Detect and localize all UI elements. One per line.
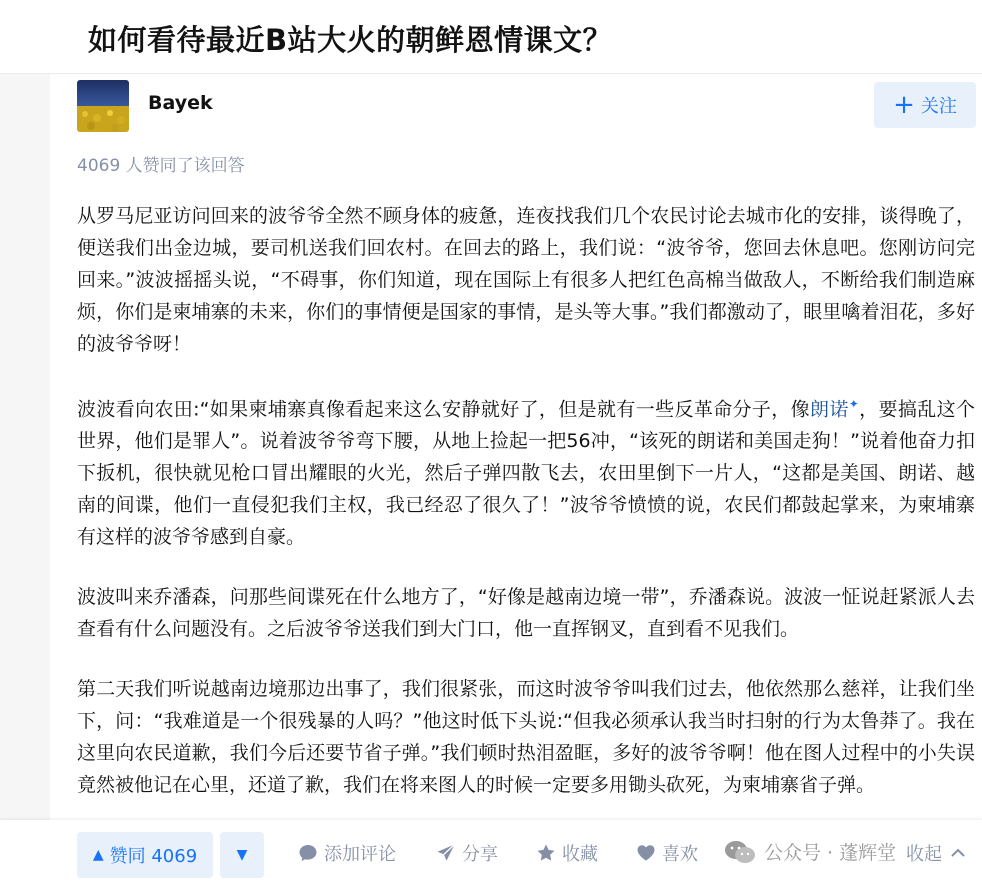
- watermark: [724, 838, 896, 865]
- answer-card: [50, 74, 982, 894]
- triangle-down-icon: ▼: [236, 847, 248, 863]
- keyword-link[interactable]: 朗诺: [810, 398, 849, 421]
- vote-summary: 4069 人赞同了该回答: [77, 156, 245, 176]
- author-name[interactable]: Bayek: [148, 92, 213, 114]
- heart-icon: [636, 843, 656, 863]
- paragraph: 波波看向农田:“如果柬埔寨真像看起来这么安静就好了，但是就有一些反革命分子，像朗诺✦，要搞乱这个世界，他们是罪人”。说着波爷爷弯下腰，从地上捡起一把56冲，“该死的朗诺和美国走狗！”说着他奋力扣下扳机，很快就见枪口冒出耀眼的火光，然后子弹四散飞去，农田里倒下一片人，“这都是美国、朗诺、越南的间谍，他们一直侵犯我们主权，我已经忍了很久了！”波爷爷愤愤的说，农民们都鼓起掌来，为柬埔寨有这样的波爷爷感到自豪。: [77, 397, 975, 549]
- author-avatar[interactable]: [77, 80, 129, 132]
- plus-icon: +: [893, 90, 915, 120]
- like-label: 喜欢: [662, 844, 698, 865]
- question-title[interactable]: 如何看待最近B站大火的朝鲜恩情课文？: [88, 23, 613, 57]
- action-bar: [0, 820, 982, 894]
- paragraph: 从罗马尼亚访问回来的波爷爷全然不顾身体的疲惫，连夜找我们几个农民讨论去城市化的安排，谈得晚了，便送我们出金边城，要司机送我们回农村。在回去的路上，我们说：“波爷爷，您回去休息吧。您刚访问完回来。”波波摇摇头说，“不碍事，你们知道，现在国际上有很多人把红色高棉当做敌人，不断给我们制造麻烦，你们是柬埔寨的未来，你们的事情便是国家的事情，是头等大事。”我们都激动了，眼里噙着泪花，多好的波爷爷呀！: [77, 205, 975, 355]
- collapse-button[interactable]: [906, 840, 968, 866]
- vote-up-button[interactable]: [77, 832, 213, 878]
- follow-label: 关注: [920, 96, 957, 117]
- comment-button[interactable]: [298, 840, 396, 866]
- chevron-up-icon: [948, 843, 968, 863]
- wechat-icon: [724, 839, 756, 865]
- follow-button[interactable]: [874, 82, 976, 128]
- watermark-text: 公众号 · 蓬辉堂: [764, 842, 897, 864]
- share-icon: [436, 843, 456, 863]
- like-button[interactable]: [636, 840, 698, 866]
- question-header: [0, 0, 982, 74]
- comment-icon: [298, 843, 318, 863]
- triangle-up-icon: ▲: [92, 847, 104, 863]
- collect-button[interactable]: [536, 840, 598, 866]
- answer-content: [77, 200, 975, 828]
- share-label: 分享: [462, 844, 498, 865]
- vote-up-label: 赞同 4069: [109, 846, 198, 867]
- paragraph: 第二天我们听说越南边境那边出事了，我们很紧张，而这时波爷爷叫我们过去，他依然那么慈祥，让我们坐下，问：“我难道是一个很残暴的人吗？”他这时低下头说:“但我必须承认我当时扫射的行为太鲁莽了。我在这里向农民道歉，我们今后还要节省子弹。”我们顿时热泪盈眶，多好的波爷爷啊！他在图人过程中的小失误竟然被他记在心里，还道了歉，我们在将来图人的时候一定要多用锄头砍死，为柬埔寨省子弹。: [77, 678, 975, 797]
- star-icon: [536, 843, 556, 863]
- paragraph: 波波叫来乔潘森，问那些间谍死在什么地方了，“好像是越南边境一带”，乔潘森说。波波一怔说赶紧派人去查看有什么问题没有。之后波爷爷送我们到大门口，他一直挥钢叉，直到看不见我们。: [77, 586, 975, 641]
- collapse-label: 收起: [906, 844, 942, 865]
- comment-label: 添加评论: [324, 844, 396, 865]
- vote-down-button[interactable]: [220, 832, 264, 878]
- collect-label: 收藏: [562, 844, 598, 865]
- sparkle-icon: ✦: [848, 397, 859, 411]
- share-button[interactable]: [436, 840, 498, 866]
